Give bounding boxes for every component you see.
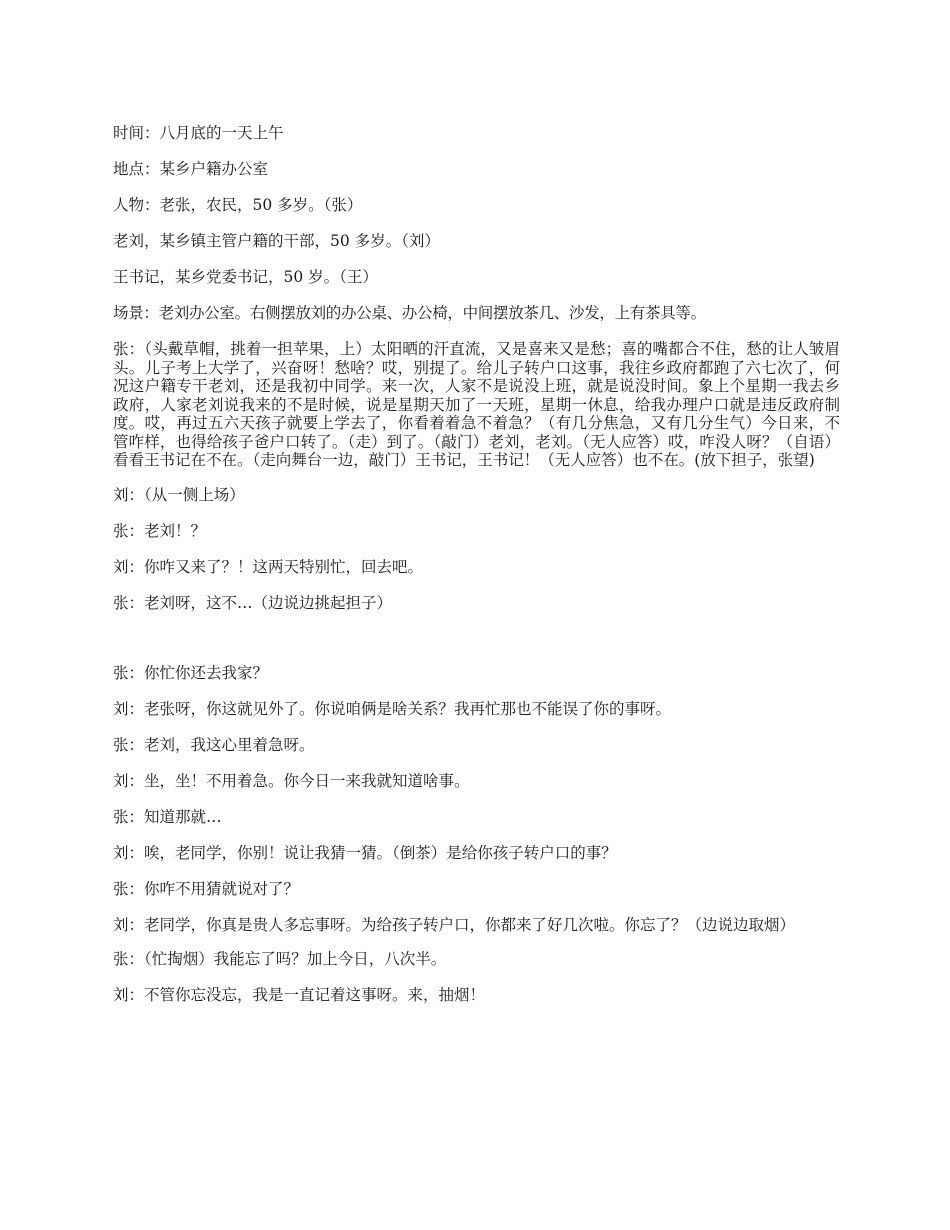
dialogue-line: 张：老刘，我这心里着急呀。 — [113, 735, 315, 754]
dialogue-line-long: 刘：老同学，你真是贵人多忘事呀。为给孩子转户口，你都来了好几次啦。你忘了？（边说边取烟） — [113, 915, 796, 934]
time-line: 时间：八月底的一天上午 — [113, 124, 284, 142]
section-gap — [113, 630, 840, 664]
dialogue-line: 张：（忙掏烟）我能忘了吗？加上今日，八次半。 — [113, 950, 447, 968]
character-wang-line: 王书记，某乡党委书记，50 岁。（王） — [113, 268, 378, 286]
scene-line: 场景：老刘办公室。右侧摆放刘的办公桌、办公椅，中间摆放茶几、沙发，上有茶具等。 — [113, 304, 706, 322]
characters-line: 人物：老张，农民，50 多岁。（张） — [113, 196, 363, 214]
dialogue-line: 刘：不管你忘没忘，我是一直记着这事呀。来，抽烟！ — [113, 986, 486, 1004]
character-liu-line: 老刘，某乡镇主管户籍的干部，50 多岁。（刘） — [113, 232, 440, 250]
zhang-monologue: 张：（头戴草帽，挑着一担苹果，上）太阳晒的汗直流，又是喜来又是愁；喜的嘴都合不住，愁的让人皱眉头。儿子考上大学了，兴奋呀！愁啥？哎，别提了。给儿子转户口这事，我往乡政府都跑了六七次了，何况这户籍专干老刘，还是我初中同学。来一次，人家不是说没上班，就是说没时间。象上个星期一我去乡政府，人家老刘说我来的不是时候，说是星期天加了一天班，星期一休息，给我办理户口就是违反政府制度。哎，再过五六天孩子就要上学去了，你看着着急不着急？（有几分焦急，又有几分生气）今日来，不管咋样，也得给孩子爸户口转了。（走）到了。（敲门）老刘，老刘。（无人应答）哎，咋没人呀？（自语）看看王书记在不在。（走向舞台一边，敲门）王书记，王书记！（无人应答）也不在。(放下担子，张望) — [113, 340, 840, 469]
dialogue-line: 张：知道那就… — [113, 807, 222, 826]
dialogue-line: 张：你咋不用猜就说对了？ — [113, 879, 300, 898]
script-page — [113, 124, 840, 1022]
dialogue-line: 张：老刘！？ — [113, 521, 207, 540]
dialogue-line: 张：你忙你还去我家？ — [113, 663, 269, 682]
dialogue-line: 刘：老张呀，你这就见外了。你说咱俩是啥关系？我再忙那也不能误了你的事呀。 — [113, 699, 672, 718]
dialogue-line: 刘：（从一侧上场） — [113, 485, 245, 504]
dialogue-line: 刘：唉，老同学，你别！说让我猜一猜。（倒茶）是给你孩子转户口的事？ — [113, 843, 617, 862]
place-line: 地点：某乡户籍办公室 — [113, 160, 269, 178]
dialogue-line: 张：老刘呀，这不…（边说边挑起担子） — [113, 593, 393, 612]
dialogue-line: 刘：你咋又来了？！这两天特别忙，回去吧。 — [113, 557, 424, 576]
dialogue-line: 刘：坐，坐！不用着急。你今日一来我就知道啥事。 — [113, 771, 470, 790]
